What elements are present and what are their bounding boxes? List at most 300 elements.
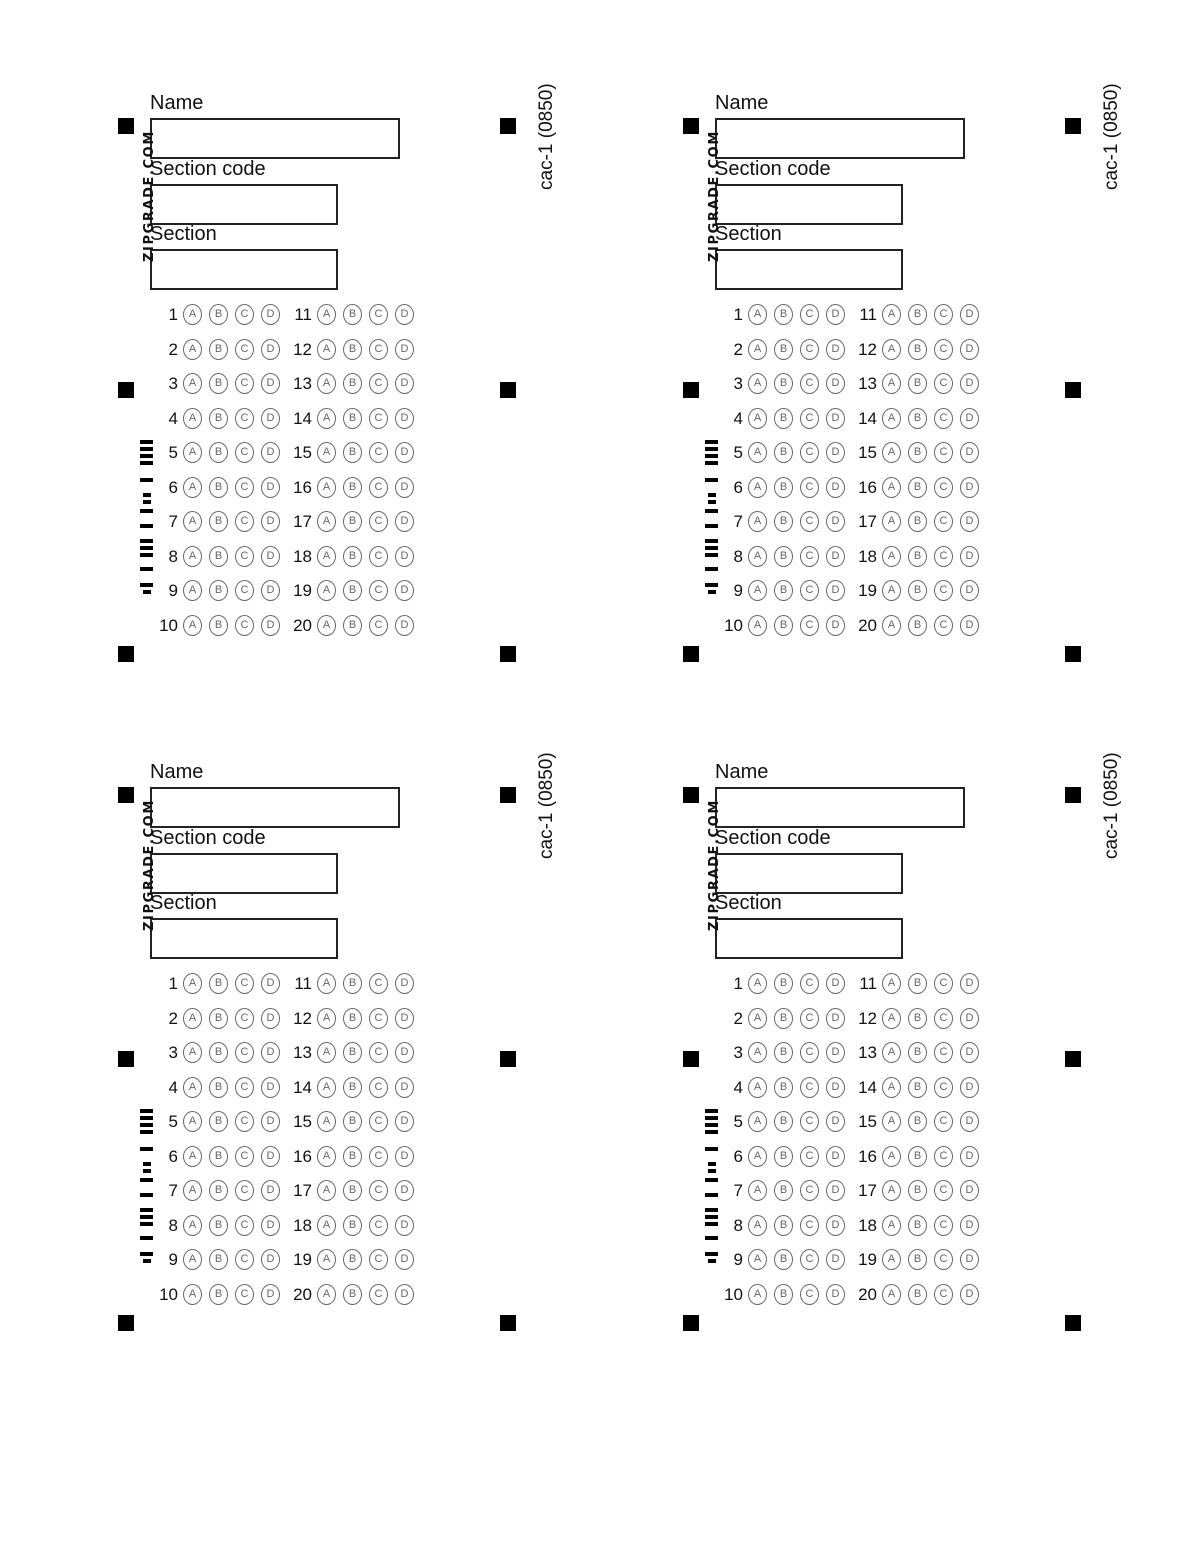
answer-bubble[interactable]: D [960,546,979,567]
answer-bubble[interactable]: C [235,408,254,429]
answer-bubble[interactable]: C [369,442,388,463]
answer-bubble[interactable]: A [317,1008,336,1029]
answer-bubble[interactable]: B [209,1146,228,1167]
answer-bubble[interactable]: C [800,408,819,429]
answer-bubble[interactable]: B [343,373,362,394]
answer-bubble[interactable]: B [343,1042,362,1063]
answer-bubble[interactable]: B [343,1284,362,1305]
answer-bubble[interactable]: A [748,1077,767,1098]
answer-bubble[interactable]: B [209,477,228,498]
answer-bubble[interactable]: B [343,546,362,567]
answer-bubble[interactable]: B [908,442,927,463]
answer-bubble[interactable]: D [395,615,414,636]
answer-bubble[interactable]: D [826,1215,845,1236]
answer-bubble[interactable]: B [908,973,927,994]
answer-bubble[interactable]: B [908,1077,927,1098]
answer-bubble[interactable]: D [261,1215,280,1236]
answer-bubble[interactable]: A [748,511,767,532]
answer-bubble[interactable]: C [369,580,388,601]
answer-bubble[interactable]: C [235,1284,254,1305]
answer-bubble[interactable]: A [317,1042,336,1063]
answer-bubble[interactable]: D [261,1249,280,1270]
answer-bubble[interactable]: B [908,1284,927,1305]
answer-bubble[interactable]: A [748,304,767,325]
answer-bubble[interactable]: B [209,442,228,463]
answer-bubble[interactable]: C [934,511,953,532]
answer-bubble[interactable]: A [882,339,901,360]
answer-bubble[interactable]: D [826,1180,845,1201]
answer-bubble[interactable]: D [261,1146,280,1167]
answer-bubble[interactable]: A [317,1249,336,1270]
answer-bubble[interactable]: A [183,1042,202,1063]
answer-bubble[interactable]: C [800,339,819,360]
answer-bubble[interactable]: A [317,304,336,325]
answer-bubble[interactable]: A [748,1008,767,1029]
answer-bubble[interactable]: D [960,1180,979,1201]
answer-bubble[interactable]: B [209,1077,228,1098]
answer-bubble[interactable]: A [882,973,901,994]
answer-bubble[interactable]: D [261,1180,280,1201]
answer-bubble[interactable]: C [934,477,953,498]
answer-bubble[interactable]: D [960,511,979,532]
answer-bubble[interactable]: A [317,477,336,498]
answer-bubble[interactable]: A [317,511,336,532]
section-code-field[interactable] [150,853,338,894]
answer-bubble[interactable]: C [934,339,953,360]
answer-bubble[interactable]: C [369,546,388,567]
answer-bubble[interactable]: A [183,973,202,994]
answer-bubble[interactable]: C [369,304,388,325]
answer-bubble[interactable]: C [934,1077,953,1098]
answer-bubble[interactable]: A [748,373,767,394]
answer-bubble[interactable]: C [369,973,388,994]
answer-bubble[interactable]: A [317,1146,336,1167]
answer-bubble[interactable]: B [209,580,228,601]
answer-bubble[interactable]: A [183,1215,202,1236]
answer-bubble[interactable]: A [882,511,901,532]
answer-bubble[interactable]: A [748,973,767,994]
answer-bubble[interactable]: A [317,408,336,429]
answer-bubble[interactable]: B [774,973,793,994]
answer-bubble[interactable]: A [748,580,767,601]
answer-bubble[interactable]: B [209,1042,228,1063]
answer-bubble[interactable]: D [960,1146,979,1167]
answer-bubble[interactable]: D [960,580,979,601]
answer-bubble[interactable]: D [261,973,280,994]
answer-bubble[interactable]: C [235,973,254,994]
answer-bubble[interactable]: B [908,408,927,429]
answer-bubble[interactable]: B [343,511,362,532]
answer-bubble[interactable]: B [908,373,927,394]
answer-bubble[interactable]: C [235,1146,254,1167]
section-code-field[interactable] [150,184,338,225]
answer-bubble[interactable]: D [261,1111,280,1132]
answer-bubble[interactable]: C [800,580,819,601]
answer-bubble[interactable]: D [395,442,414,463]
answer-bubble[interactable]: C [800,1111,819,1132]
answer-bubble[interactable]: B [774,1042,793,1063]
answer-bubble[interactable]: D [395,339,414,360]
answer-bubble[interactable]: C [235,546,254,567]
answer-bubble[interactable]: A [882,546,901,567]
answer-bubble[interactable]: B [209,1180,228,1201]
answer-bubble[interactable]: B [774,408,793,429]
answer-bubble[interactable]: C [369,1215,388,1236]
answer-bubble[interactable]: C [934,1284,953,1305]
answer-bubble[interactable]: B [343,1077,362,1098]
answer-bubble[interactable]: C [235,373,254,394]
answer-bubble[interactable]: C [934,973,953,994]
answer-bubble[interactable]: B [209,304,228,325]
answer-bubble[interactable]: C [369,1180,388,1201]
answer-bubble[interactable]: B [209,408,228,429]
answer-bubble[interactable]: A [183,477,202,498]
answer-bubble[interactable]: A [882,442,901,463]
answer-bubble[interactable]: A [748,1111,767,1132]
answer-bubble[interactable]: D [261,408,280,429]
answer-bubble[interactable]: B [209,1284,228,1305]
answer-bubble[interactable]: D [395,304,414,325]
answer-bubble[interactable]: B [209,1111,228,1132]
answer-bubble[interactable]: D [395,477,414,498]
answer-bubble[interactable]: B [343,1180,362,1201]
answer-bubble[interactable]: A [748,1042,767,1063]
answer-bubble[interactable]: B [209,1249,228,1270]
answer-bubble[interactable]: C [934,1042,953,1063]
answer-bubble[interactable]: A [183,408,202,429]
answer-bubble[interactable]: C [369,511,388,532]
answer-bubble[interactable]: C [800,1215,819,1236]
answer-bubble[interactable]: C [800,1077,819,1098]
name-field[interactable] [715,118,965,159]
answer-bubble[interactable]: A [882,1180,901,1201]
answer-bubble[interactable]: D [960,973,979,994]
answer-bubble[interactable]: A [183,1249,202,1270]
answer-bubble[interactable]: D [261,477,280,498]
answer-bubble[interactable]: C [934,546,953,567]
answer-bubble[interactable]: A [183,580,202,601]
answer-bubble[interactable]: B [343,580,362,601]
answer-bubble[interactable]: A [748,1284,767,1305]
answer-bubble[interactable]: D [826,615,845,636]
answer-bubble[interactable]: A [882,1111,901,1132]
answer-bubble[interactable]: D [960,477,979,498]
answer-bubble[interactable]: B [908,1111,927,1132]
answer-bubble[interactable]: A [748,546,767,567]
answer-bubble[interactable]: A [317,339,336,360]
answer-bubble[interactable]: A [183,339,202,360]
answer-bubble[interactable]: D [826,339,845,360]
answer-bubble[interactable]: B [343,477,362,498]
answer-bubble[interactable]: C [369,1111,388,1132]
section-field[interactable] [150,918,338,959]
answer-bubble[interactable]: A [183,1146,202,1167]
answer-bubble[interactable]: B [209,973,228,994]
answer-bubble[interactable]: A [183,511,202,532]
answer-bubble[interactable]: A [748,442,767,463]
answer-bubble[interactable]: D [826,1284,845,1305]
answer-bubble[interactable]: B [908,1146,927,1167]
answer-bubble[interactable]: A [317,1180,336,1201]
answer-bubble[interactable]: B [343,973,362,994]
answer-bubble[interactable]: D [826,304,845,325]
answer-bubble[interactable]: B [774,1077,793,1098]
answer-bubble[interactable]: B [774,615,793,636]
answer-bubble[interactable]: C [235,442,254,463]
answer-bubble[interactable]: C [934,442,953,463]
answer-bubble[interactable]: D [826,1042,845,1063]
answer-bubble[interactable]: C [800,1146,819,1167]
answer-bubble[interactable]: A [882,477,901,498]
answer-bubble[interactable]: B [343,339,362,360]
answer-bubble[interactable]: D [395,1146,414,1167]
answer-bubble[interactable]: D [826,580,845,601]
answer-bubble[interactable]: C [934,1111,953,1132]
answer-bubble[interactable]: A [882,1215,901,1236]
answer-bubble[interactable]: A [882,373,901,394]
answer-bubble[interactable]: A [882,408,901,429]
answer-bubble[interactable]: B [908,1042,927,1063]
answer-bubble[interactable]: D [826,477,845,498]
answer-bubble[interactable]: C [800,1042,819,1063]
answer-bubble[interactable]: D [261,373,280,394]
answer-bubble[interactable]: B [343,1215,362,1236]
answer-bubble[interactable]: D [826,973,845,994]
answer-bubble[interactable]: A [882,1042,901,1063]
answer-bubble[interactable]: A [317,580,336,601]
answer-bubble[interactable]: D [960,1111,979,1132]
name-field[interactable] [150,118,400,159]
answer-bubble[interactable]: D [395,1008,414,1029]
answer-bubble[interactable]: D [826,546,845,567]
answer-bubble[interactable]: B [209,615,228,636]
answer-bubble[interactable]: A [317,546,336,567]
answer-bubble[interactable]: D [826,1111,845,1132]
answer-bubble[interactable]: C [934,1249,953,1270]
answer-bubble[interactable]: C [800,304,819,325]
answer-bubble[interactable]: C [800,1180,819,1201]
answer-bubble[interactable]: B [908,1249,927,1270]
answer-bubble[interactable]: B [774,580,793,601]
answer-bubble[interactable]: B [774,304,793,325]
answer-bubble[interactable]: C [369,1042,388,1063]
answer-bubble[interactable]: C [934,304,953,325]
answer-bubble[interactable]: D [960,615,979,636]
answer-bubble[interactable]: D [395,580,414,601]
answer-bubble[interactable]: D [826,373,845,394]
answer-bubble[interactable]: B [774,1111,793,1132]
answer-bubble[interactable]: D [261,304,280,325]
answer-bubble[interactable]: C [235,1111,254,1132]
answer-bubble[interactable]: A [183,1111,202,1132]
answer-bubble[interactable]: D [261,580,280,601]
answer-bubble[interactable]: C [235,339,254,360]
answer-bubble[interactable]: B [774,477,793,498]
answer-bubble[interactable]: D [261,1077,280,1098]
answer-bubble[interactable]: A [748,1146,767,1167]
answer-bubble[interactable]: D [960,1215,979,1236]
answer-bubble[interactable]: A [317,442,336,463]
answer-bubble[interactable]: D [395,1042,414,1063]
answer-bubble[interactable]: D [261,1042,280,1063]
answer-bubble[interactable]: A [882,1249,901,1270]
answer-bubble[interactable]: D [960,304,979,325]
answer-bubble[interactable]: B [908,339,927,360]
answer-bubble[interactable]: C [934,580,953,601]
answer-bubble[interactable]: B [209,511,228,532]
answer-bubble[interactable]: B [774,1284,793,1305]
answer-bubble[interactable]: D [395,1111,414,1132]
answer-bubble[interactable]: B [343,1008,362,1029]
answer-bubble[interactable]: A [317,1111,336,1132]
answer-bubble[interactable]: C [800,546,819,567]
answer-bubble[interactable]: A [748,408,767,429]
answer-bubble[interactable]: B [343,1111,362,1132]
answer-bubble[interactable]: C [369,615,388,636]
answer-bubble[interactable]: C [934,1008,953,1029]
answer-bubble[interactable]: B [774,511,793,532]
answer-bubble[interactable]: B [209,1008,228,1029]
answer-bubble[interactable]: B [774,442,793,463]
answer-bubble[interactable]: C [800,1008,819,1029]
answer-bubble[interactable]: D [261,511,280,532]
answer-bubble[interactable]: A [882,580,901,601]
answer-bubble[interactable]: C [235,1008,254,1029]
answer-bubble[interactable]: A [317,1215,336,1236]
answer-bubble[interactable]: B [209,546,228,567]
answer-bubble[interactable]: A [183,1284,202,1305]
answer-bubble[interactable]: C [800,442,819,463]
answer-bubble[interactable]: C [934,1146,953,1167]
answer-bubble[interactable]: C [369,1146,388,1167]
answer-bubble[interactable]: C [800,477,819,498]
answer-bubble[interactable]: B [774,373,793,394]
answer-bubble[interactable]: D [960,1077,979,1098]
answer-bubble[interactable]: A [183,442,202,463]
answer-bubble[interactable]: C [235,477,254,498]
answer-bubble[interactable]: A [317,1077,336,1098]
answer-bubble[interactable]: A [748,1215,767,1236]
answer-bubble[interactable]: A [748,615,767,636]
answer-bubble[interactable]: B [774,1180,793,1201]
answer-bubble[interactable]: B [343,615,362,636]
answer-bubble[interactable]: B [908,546,927,567]
answer-bubble[interactable]: C [235,304,254,325]
section-field[interactable] [715,918,903,959]
answer-bubble[interactable]: B [774,1008,793,1029]
answer-bubble[interactable]: A [317,973,336,994]
answer-bubble[interactable]: D [395,1215,414,1236]
answer-bubble[interactable]: A [317,615,336,636]
answer-bubble[interactable]: A [748,477,767,498]
answer-bubble[interactable]: A [748,1180,767,1201]
answer-bubble[interactable]: C [369,1077,388,1098]
answer-bubble[interactable]: C [934,373,953,394]
answer-bubble[interactable]: B [343,1146,362,1167]
answer-bubble[interactable]: B [343,1249,362,1270]
answer-bubble[interactable]: B [908,304,927,325]
answer-bubble[interactable]: C [369,1284,388,1305]
answer-bubble[interactable]: B [343,304,362,325]
answer-bubble[interactable]: C [235,1077,254,1098]
answer-bubble[interactable]: D [261,1008,280,1029]
answer-bubble[interactable]: D [395,1249,414,1270]
answer-bubble[interactable]: A [748,339,767,360]
answer-bubble[interactable]: A [183,1008,202,1029]
answer-bubble[interactable]: C [934,615,953,636]
answer-bubble[interactable]: B [908,615,927,636]
answer-bubble[interactable]: D [826,442,845,463]
answer-bubble[interactable]: B [774,1146,793,1167]
answer-bubble[interactable]: D [395,1077,414,1098]
answer-bubble[interactable]: D [826,1008,845,1029]
answer-bubble[interactable]: D [395,1180,414,1201]
answer-bubble[interactable]: D [395,408,414,429]
answer-bubble[interactable]: B [209,339,228,360]
answer-bubble[interactable]: D [395,1284,414,1305]
answer-bubble[interactable]: A [882,1077,901,1098]
answer-bubble[interactable]: C [800,1249,819,1270]
answer-bubble[interactable]: B [774,1215,793,1236]
answer-bubble[interactable]: C [235,1042,254,1063]
answer-bubble[interactable]: C [235,511,254,532]
answer-bubble[interactable]: A [882,304,901,325]
answer-bubble[interactable]: A [882,1146,901,1167]
answer-bubble[interactable]: D [960,1042,979,1063]
answer-bubble[interactable]: C [369,373,388,394]
answer-bubble[interactable]: D [826,1077,845,1098]
name-field[interactable] [715,787,965,828]
answer-bubble[interactable]: A [748,1249,767,1270]
answer-bubble[interactable]: C [800,511,819,532]
answer-bubble[interactable]: C [235,1249,254,1270]
answer-bubble[interactable]: D [960,442,979,463]
answer-bubble[interactable]: C [800,973,819,994]
answer-bubble[interactable]: B [908,511,927,532]
answer-bubble[interactable]: C [369,477,388,498]
answer-bubble[interactable]: C [235,580,254,601]
answer-bubble[interactable]: C [934,1180,953,1201]
answer-bubble[interactable]: B [908,1215,927,1236]
answer-bubble[interactable]: D [261,615,280,636]
answer-bubble[interactable]: C [934,1215,953,1236]
answer-bubble[interactable]: D [395,973,414,994]
answer-bubble[interactable]: A [183,304,202,325]
answer-bubble[interactable]: B [908,477,927,498]
section-field[interactable] [150,249,338,290]
answer-bubble[interactable]: D [395,373,414,394]
answer-bubble[interactable]: D [261,546,280,567]
answer-bubble[interactable]: C [800,373,819,394]
answer-bubble[interactable]: D [826,511,845,532]
answer-bubble[interactable]: B [908,580,927,601]
answer-bubble[interactable]: C [235,615,254,636]
answer-bubble[interactable]: A [882,1284,901,1305]
section-field[interactable] [715,249,903,290]
answer-bubble[interactable]: B [774,1249,793,1270]
answer-bubble[interactable]: B [774,546,793,567]
answer-bubble[interactable]: D [960,339,979,360]
answer-bubble[interactable]: D [395,546,414,567]
answer-bubble[interactable]: D [960,408,979,429]
answer-bubble[interactable]: D [826,1249,845,1270]
section-code-field[interactable] [715,853,903,894]
answer-bubble[interactable]: C [369,1249,388,1270]
answer-bubble[interactable]: B [908,1180,927,1201]
answer-bubble[interactable]: A [183,1180,202,1201]
answer-bubble[interactable]: A [882,1008,901,1029]
answer-bubble[interactable]: D [395,511,414,532]
